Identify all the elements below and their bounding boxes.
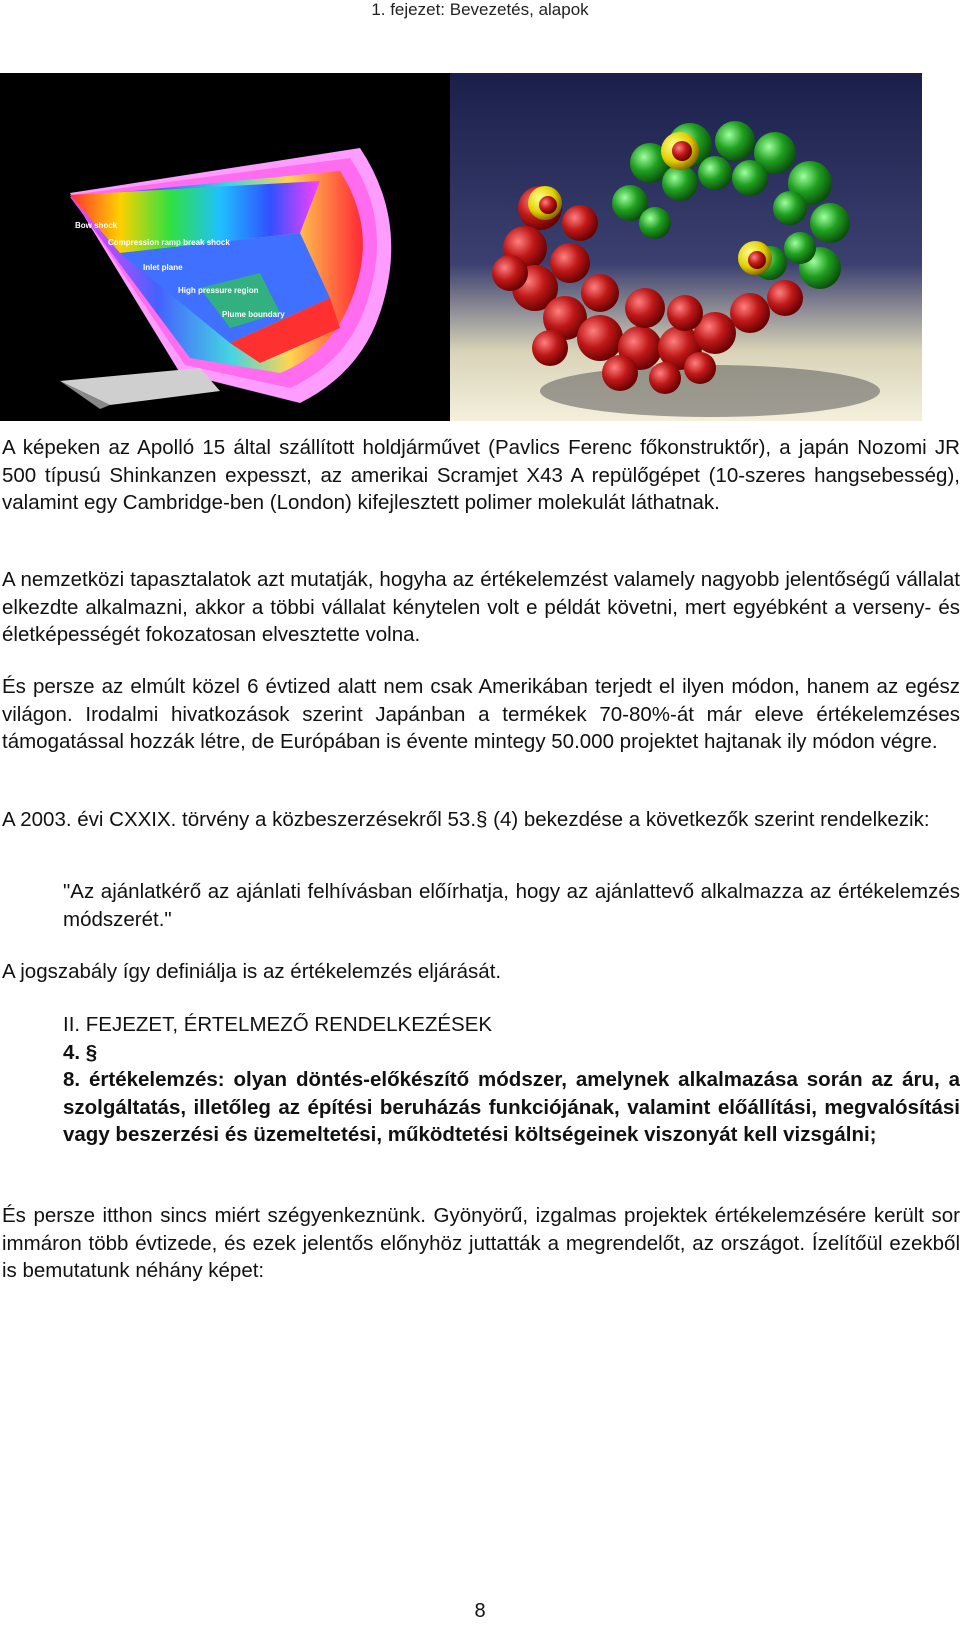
label-high-pressure: High pressure region xyxy=(178,286,259,295)
chapter-heading: II. FEJEZET, ÉRTELMEZŐ RENDELKEZÉSEK xyxy=(63,1013,493,1036)
label-inlet-plane: Inlet plane xyxy=(143,263,183,272)
label-compression-ramp: Compression ramp break shock xyxy=(108,238,230,247)
paragraph-international-experience: A nemzetközi tapasztalatok azt mutatják, hogyha az értékelemzést valamely nagyobb jelentőségű vállalat elkezdte alkalmazni, akkor a többi vállalat kénytelen volt e példát követni, mert egyébként a verseny- és életképességét fokozatosan elvesztette volna. xyxy=(2,568,960,646)
polymer-molecule-graphic xyxy=(450,73,922,421)
page-number: 8 xyxy=(474,1600,486,1622)
polymer-molecule-image xyxy=(450,73,922,421)
paragraph-vehicles: A képeken az Apolló 15 által szállított holdjárművet (Pavlics Ferenc főkonstruktőr), a japán Nozomi JR 500 típusú Shinkanzen expesszt, az amerikai Scramjet X43 A repülőgépet (10-szeres hangsebesség), valamint egy Cambridge-ben (London) kifejlesztett polimer molekulát láthatnak. xyxy=(2,436,960,514)
paragraph-domestic-projects: És persze itthon sincs miért szégyenkeznünk. Gyönyörű, izgalmas projektek értékelemzésére került sor immáron több évtizede, és ezek jelentős előnyhöz juttatták a megrendelőt, az országot. Ízelítőül ezekből is bemutatunk néhány képet: xyxy=(2,1204,960,1282)
section-number: 4. § xyxy=(63,1041,98,1064)
paragraph-worldwide-spread: És persze az elmúlt közel 6 évtized alatt nem csak Amerikában terjedt el ilyen módon, hanem az egész világon. Irodalmi hivatkozások szerint Japánban a termékek 70-80%-át már eleve értékelemzéses támogatással hozzák létre, de Európában is évente mintegy 50.000 projektet hajtanak ily módon végre. xyxy=(2,675,960,753)
paragraph-law-quote: "Az ajánlatkérő az ajánlati felhívásban előírhatja, hogy az ajánlattevő alkalmazza az értékelemzés módszerét." xyxy=(63,880,960,931)
label-plume-boundary: Plume boundary xyxy=(222,310,285,319)
page-header: 1. fejezet: Bevezetés, alapok xyxy=(371,0,589,19)
label-bow-shock: Bow shock xyxy=(75,221,118,230)
paragraph-law-reference: A 2003. évi CXXIX. törvény a közbeszerzésekről 53.§ (4) bekezdése a következők szerint rendelkezik: xyxy=(2,808,930,831)
paragraph-definition-intro: A jogszabály így definiálja is az értékelemzés eljárását. xyxy=(2,960,502,983)
scramjet-cfd-graphic xyxy=(0,73,450,421)
paragraph-definition: 8. értékelemzés: olyan döntés-előkészítő módszer, amelynek alkalmazása során az áru, a szolgáltatás, illetőleg az építési beruházás funkciójának, valamint előállítási, megvalósítási vagy beszerzési és üzemeltetési, működtetési költségeinek viszonyát kell vizsgálni; xyxy=(63,1068,960,1146)
scramjet-cfd-image xyxy=(0,73,450,421)
